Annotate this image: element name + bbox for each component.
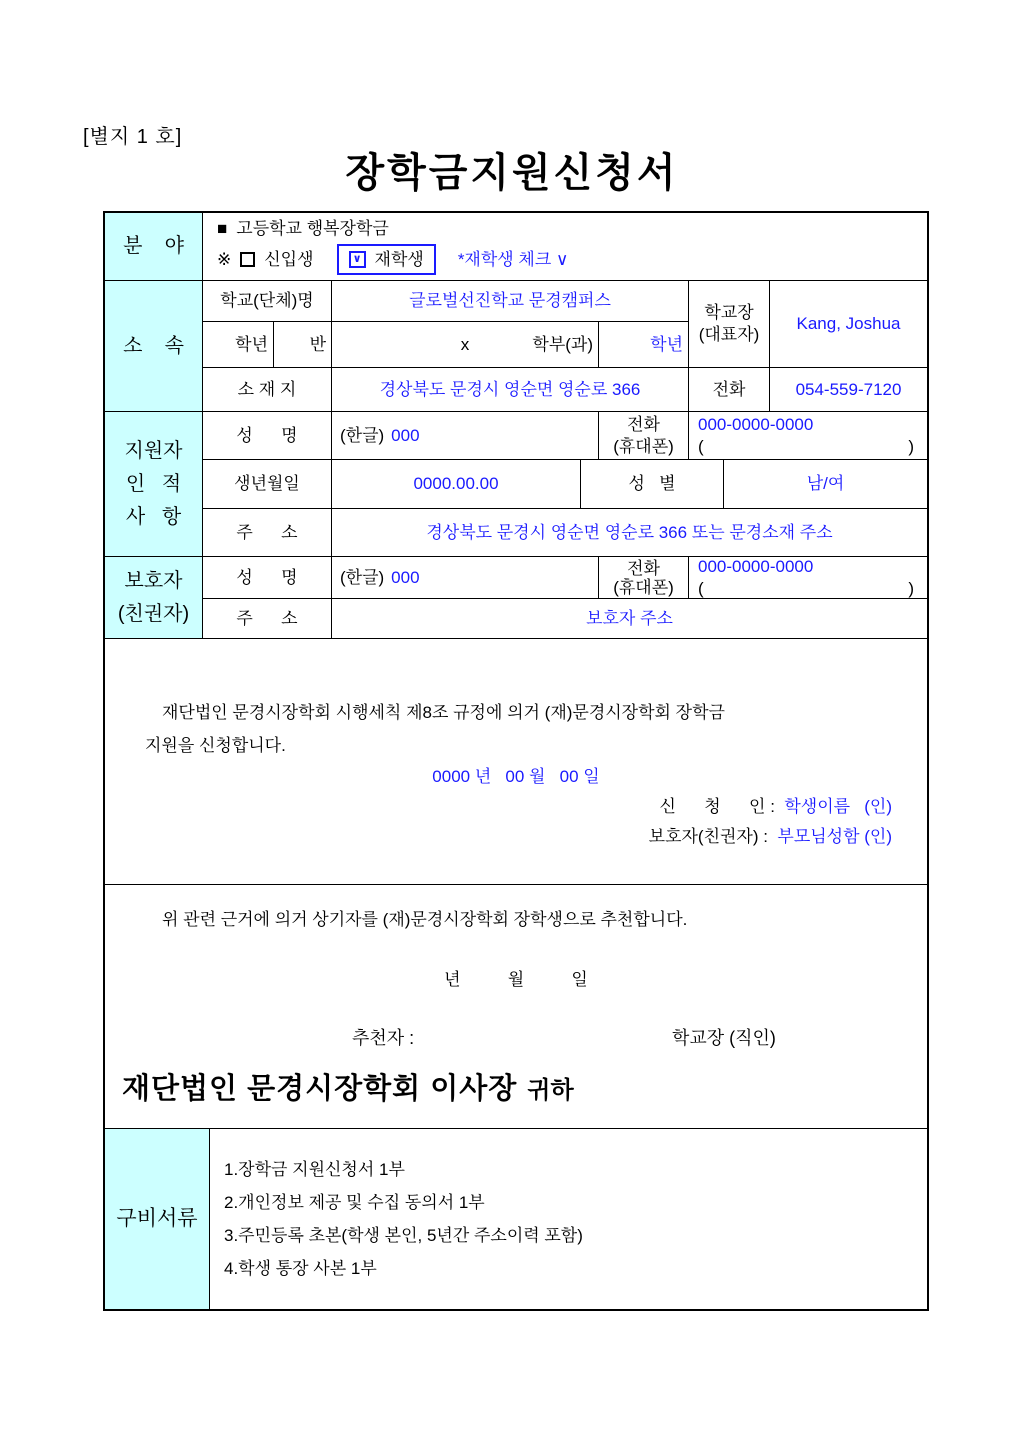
grade-class-value-cell [332, 322, 599, 368]
recommender-label: 추천자 : [352, 1028, 415, 1048]
applicant-header-cell [105, 412, 203, 557]
close-paren: ) [908, 437, 914, 456]
applicant-address-label-cell: 주 소 [203, 509, 332, 557]
department-label: 학부(과) [532, 334, 593, 354]
enrolled-check-note: *재학생 체크 ∨ [457, 250, 569, 269]
school-phone-label-cell: 전화 [689, 368, 770, 412]
applicant-phone-value: 000-0000-0000 [698, 415, 814, 434]
grade-label-cell: 학년 [203, 322, 274, 368]
application-date-line: 0000 년 00 월 00 일 [432, 767, 600, 786]
guardian-phone-value: 000-0000-0000 [698, 557, 814, 576]
addressee-name: 재단법인 문경시장학회 이사장 [122, 1073, 518, 1105]
location-value-cell: 경상북도 문경시 영순면 영순로 366 [332, 368, 689, 412]
application-statement-line2: 지원을 신청합니다. [145, 736, 286, 755]
program-line [217, 218, 389, 239]
applicant-address-value-cell: 경상북도 문경시 영순면 영순로 366 또는 문경소재 주소 [332, 509, 927, 557]
application-statement-line1: 재단법인 문경시장학회 시행세칙 제8조 규정에 의거 (재)문경시장학회 장학금 [162, 703, 725, 722]
applicant-name-value-cell [332, 412, 599, 460]
applicant-header-line2: 인 적 [125, 472, 182, 495]
birth-label-cell: 생년월일 [203, 460, 332, 509]
applicant-sign-seal: (인) [850, 797, 892, 816]
addressee-suffix: 귀하 [527, 1077, 574, 1104]
guardian-name-label-cell: 성 명 [203, 557, 332, 599]
principal-label-cell [689, 281, 770, 368]
guardian-phone-value-cell [689, 557, 927, 599]
addressee-line [122, 1071, 574, 1107]
school-name-label-cell: 학교(단체)명 [203, 281, 332, 322]
applicant-signature-line [660, 796, 892, 817]
principal-label-line1: 학교장 [704, 303, 754, 322]
class-label-cell: 반 [274, 322, 332, 368]
application-form-table [103, 211, 929, 1311]
guardian-header-cell [105, 557, 203, 639]
category-header-cell [105, 213, 203, 281]
document-item: 3.주민등록 초본(학생 본인, 5년간 주소이력 포함) [224, 1226, 583, 1245]
page-title: 장학금지원신청서 [345, 151, 679, 195]
open-paren: ( [698, 437, 704, 456]
category-content-cell [203, 213, 927, 281]
gender-value-cell: 남/여 [724, 460, 927, 509]
application-statement-section [105, 639, 927, 885]
applicant-phone-alt-line [698, 436, 918, 457]
filled-square-icon: ■ [217, 218, 228, 238]
document-item: 1.장학금 지원신청서 1부 [224, 1160, 405, 1179]
applicant-header-line1: 지원자 [124, 439, 183, 462]
guardian-sign-label: 보호자(친권자) : [648, 827, 778, 846]
open-paren: ( [698, 579, 704, 598]
affiliation-header-label: 소 속 [123, 334, 184, 357]
principal-seal-label: 학교장 (직인) [672, 1028, 776, 1048]
guardian-name-value: 000 [391, 567, 420, 587]
freshman-checkbox-icon [240, 252, 255, 267]
close-paren: ) [908, 579, 914, 598]
guardian-signature-line [649, 826, 892, 847]
guardian-sign-name: 부모님성함 [777, 827, 860, 846]
recommendation-date-placeholder: 년 월 일 [444, 970, 588, 989]
guardian-name-prefix: (한글) [340, 567, 385, 587]
applicant-name-prefix: (한글) [340, 425, 385, 445]
affiliation-header-cell [105, 281, 203, 412]
guardian-sign-seal: (인) [859, 827, 892, 846]
gender-label-cell: 성 별 [581, 460, 724, 509]
recommendation-section [105, 885, 927, 1129]
applicant-phone-label-line1: 전화 [627, 414, 660, 434]
document-item: 2.개인정보 제공 및 수집 동의서 1부 [224, 1193, 485, 1212]
principal-name-cell: Kang, Joshua [770, 281, 927, 368]
school-phone-value-cell: 054-559-7120 [770, 368, 927, 412]
guardian-header-line2: (친권자) [117, 602, 190, 625]
birth-value-cell: 0000.00.00 [332, 460, 581, 509]
applicant-name-label-cell: 성 명 [203, 412, 332, 460]
student-type-line [217, 244, 568, 275]
guardian-address-value-cell: 보호자 주소 [332, 599, 927, 639]
guardian-header-line1: 보호자 [124, 569, 183, 592]
principal-label-line2: (대표자) [698, 325, 760, 344]
applicant-name-value: 000 [391, 425, 420, 445]
guardian-phone-label-cell [599, 557, 689, 599]
department-value-cell: 학년 [599, 322, 689, 368]
location-label-cell: 소 재 지 [203, 368, 332, 412]
guardian-address-label-cell: 주 소 [203, 599, 332, 639]
guardian-phone-alt-line [698, 578, 918, 599]
applicant-phone-label-cell [599, 412, 689, 460]
applicant-header-line3: 사 항 [125, 505, 182, 528]
enrolled-student-box [337, 244, 436, 275]
school-name-value-cell: 글로벌선진학교 문경캠퍼스 [332, 281, 689, 322]
documents-header-cell: 구비서류 [105, 1129, 210, 1309]
category-header-label: 분 야 [123, 235, 184, 257]
applicant-sign-label: 신 청 인 : [659, 797, 785, 816]
freshman-label: 신입생 [264, 250, 314, 269]
enrolled-checkbox-icon: ∨ [349, 251, 366, 268]
program-label: 고등학교 행복장학금 [236, 218, 389, 238]
applicant-sign-name: 학생이름 [784, 797, 851, 816]
applicant-phone-label-line2: (휴대폰) [613, 436, 674, 456]
enrolled-label: 재학생 [374, 250, 424, 269]
guardian-phone-label-line2: (휴대폰) [613, 577, 674, 597]
grade-class-value: x [460, 334, 470, 354]
guardian-phone-label-line1: 전화 [627, 558, 660, 578]
guardian-name-value-cell [332, 557, 599, 599]
reference-mark-icon: ※ [217, 250, 232, 269]
documents-list-cell [210, 1129, 927, 1309]
document-item: 4.학생 통장 사본 1부 [224, 1259, 377, 1278]
attachment-label: [별지 1 호] [83, 126, 183, 148]
applicant-phone-value-cell [689, 412, 927, 460]
recommendation-statement: 위 관련 근거에 의거 상기자를 (재)문경시장학회 장학생으로 추천합니다. [162, 910, 688, 929]
